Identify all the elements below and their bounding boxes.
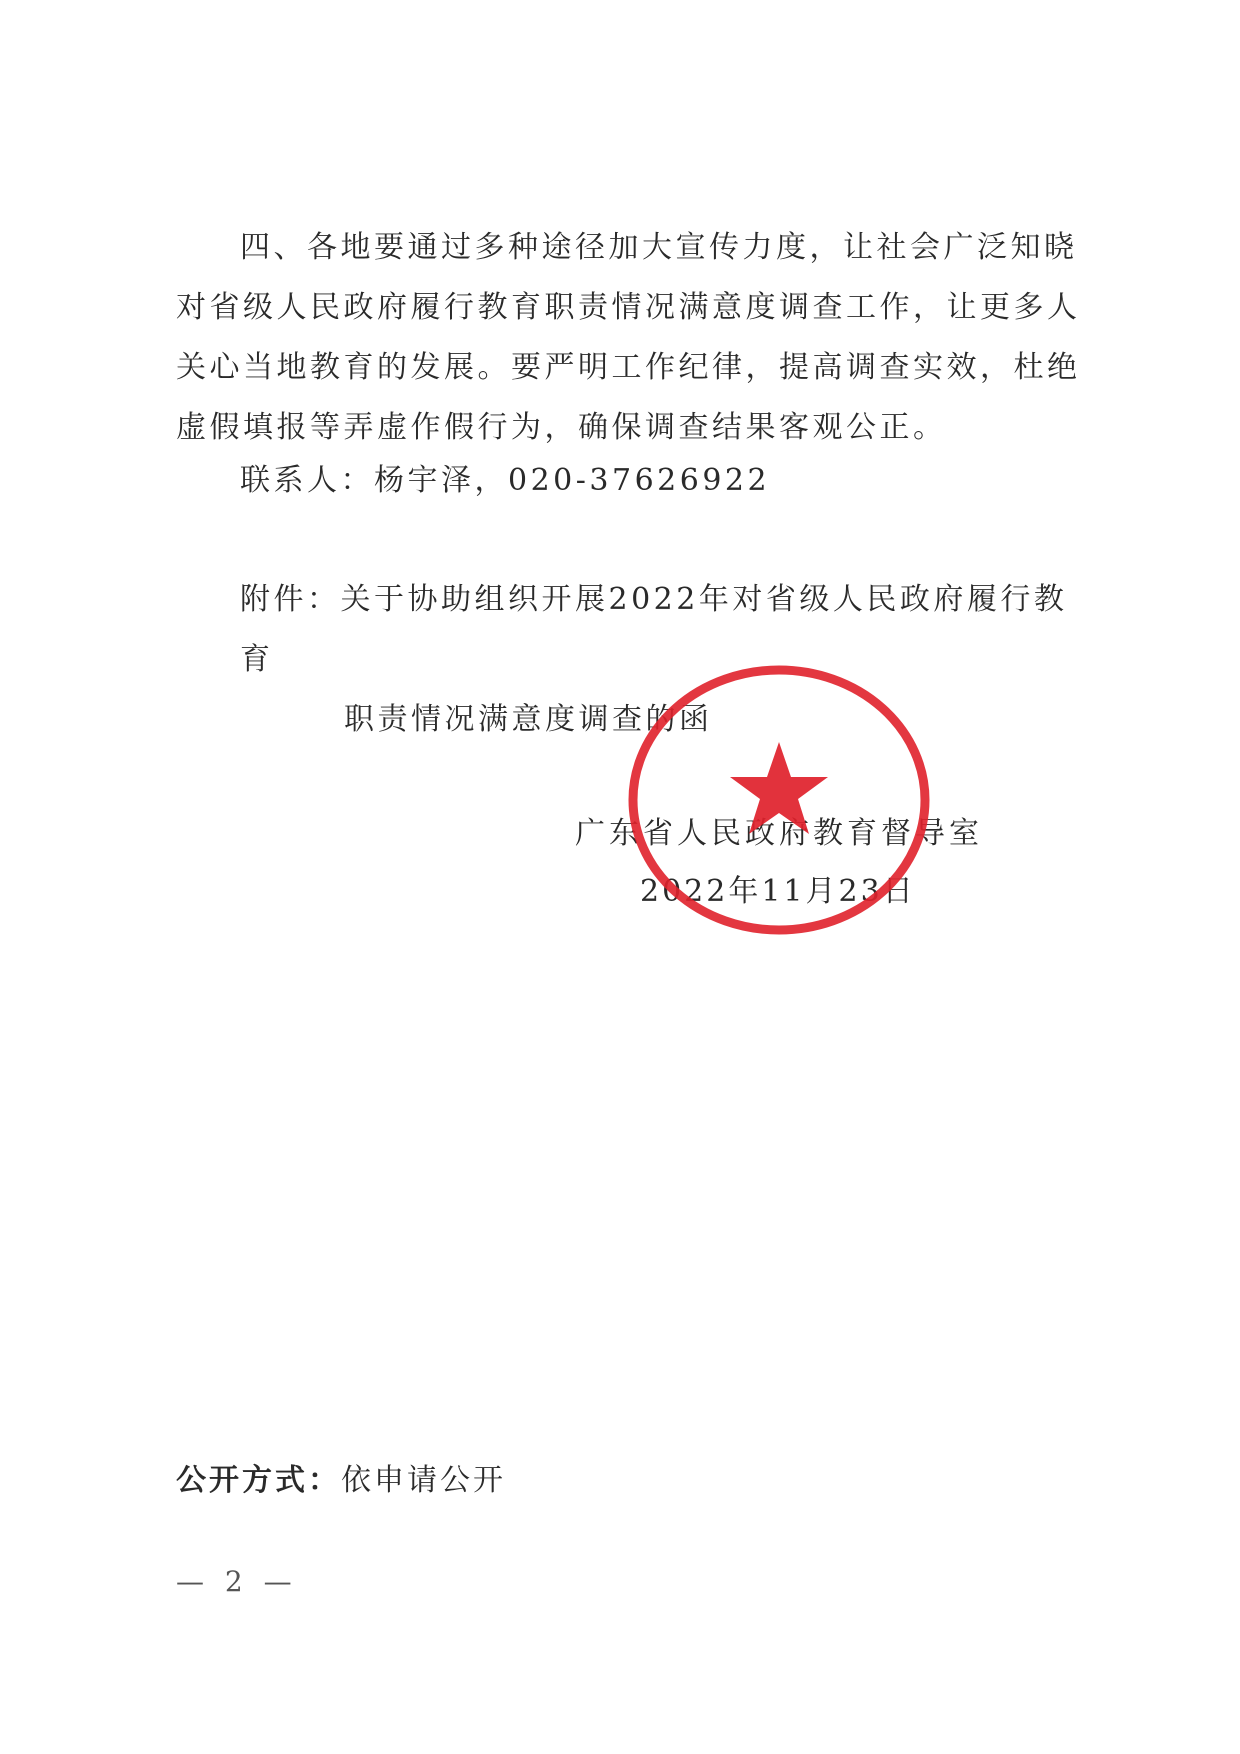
disclosure-line [176,1455,506,1499]
signature-org: 广东省人民政府教育督导室 [575,816,983,851]
signature-date: 2022年11月23日 [640,874,916,909]
paragraph-4: 四、各地要通过多种途径加大宣传力度，让社会广泛知晓对省级人民政府履行教育职责情况满意度调查工作，让更多人关心当地教育的发展。要严明工作纪律，提高调查实效，杜绝虚假填报等弄虚作假行为，确保调查结果客观公正。 [176,230,1081,445]
page-number: — 2 — [176,1565,298,1598]
disclosure-value: 依申请公开 [341,1463,506,1498]
attachment-label: 附件： [240,582,341,617]
official-seal [624,660,934,940]
star-icon [730,742,828,834]
attachment-title-line2: 职责情况满意度调查的函 [344,702,713,737]
contact-line: 联系人：杨宇泽，020-37626922 [240,463,771,498]
disclosure-label: 公开方式： [176,1463,341,1498]
attachment-title-line1: 关于协助组织开展2022年对省级人民政府履行教育 [240,582,1068,677]
